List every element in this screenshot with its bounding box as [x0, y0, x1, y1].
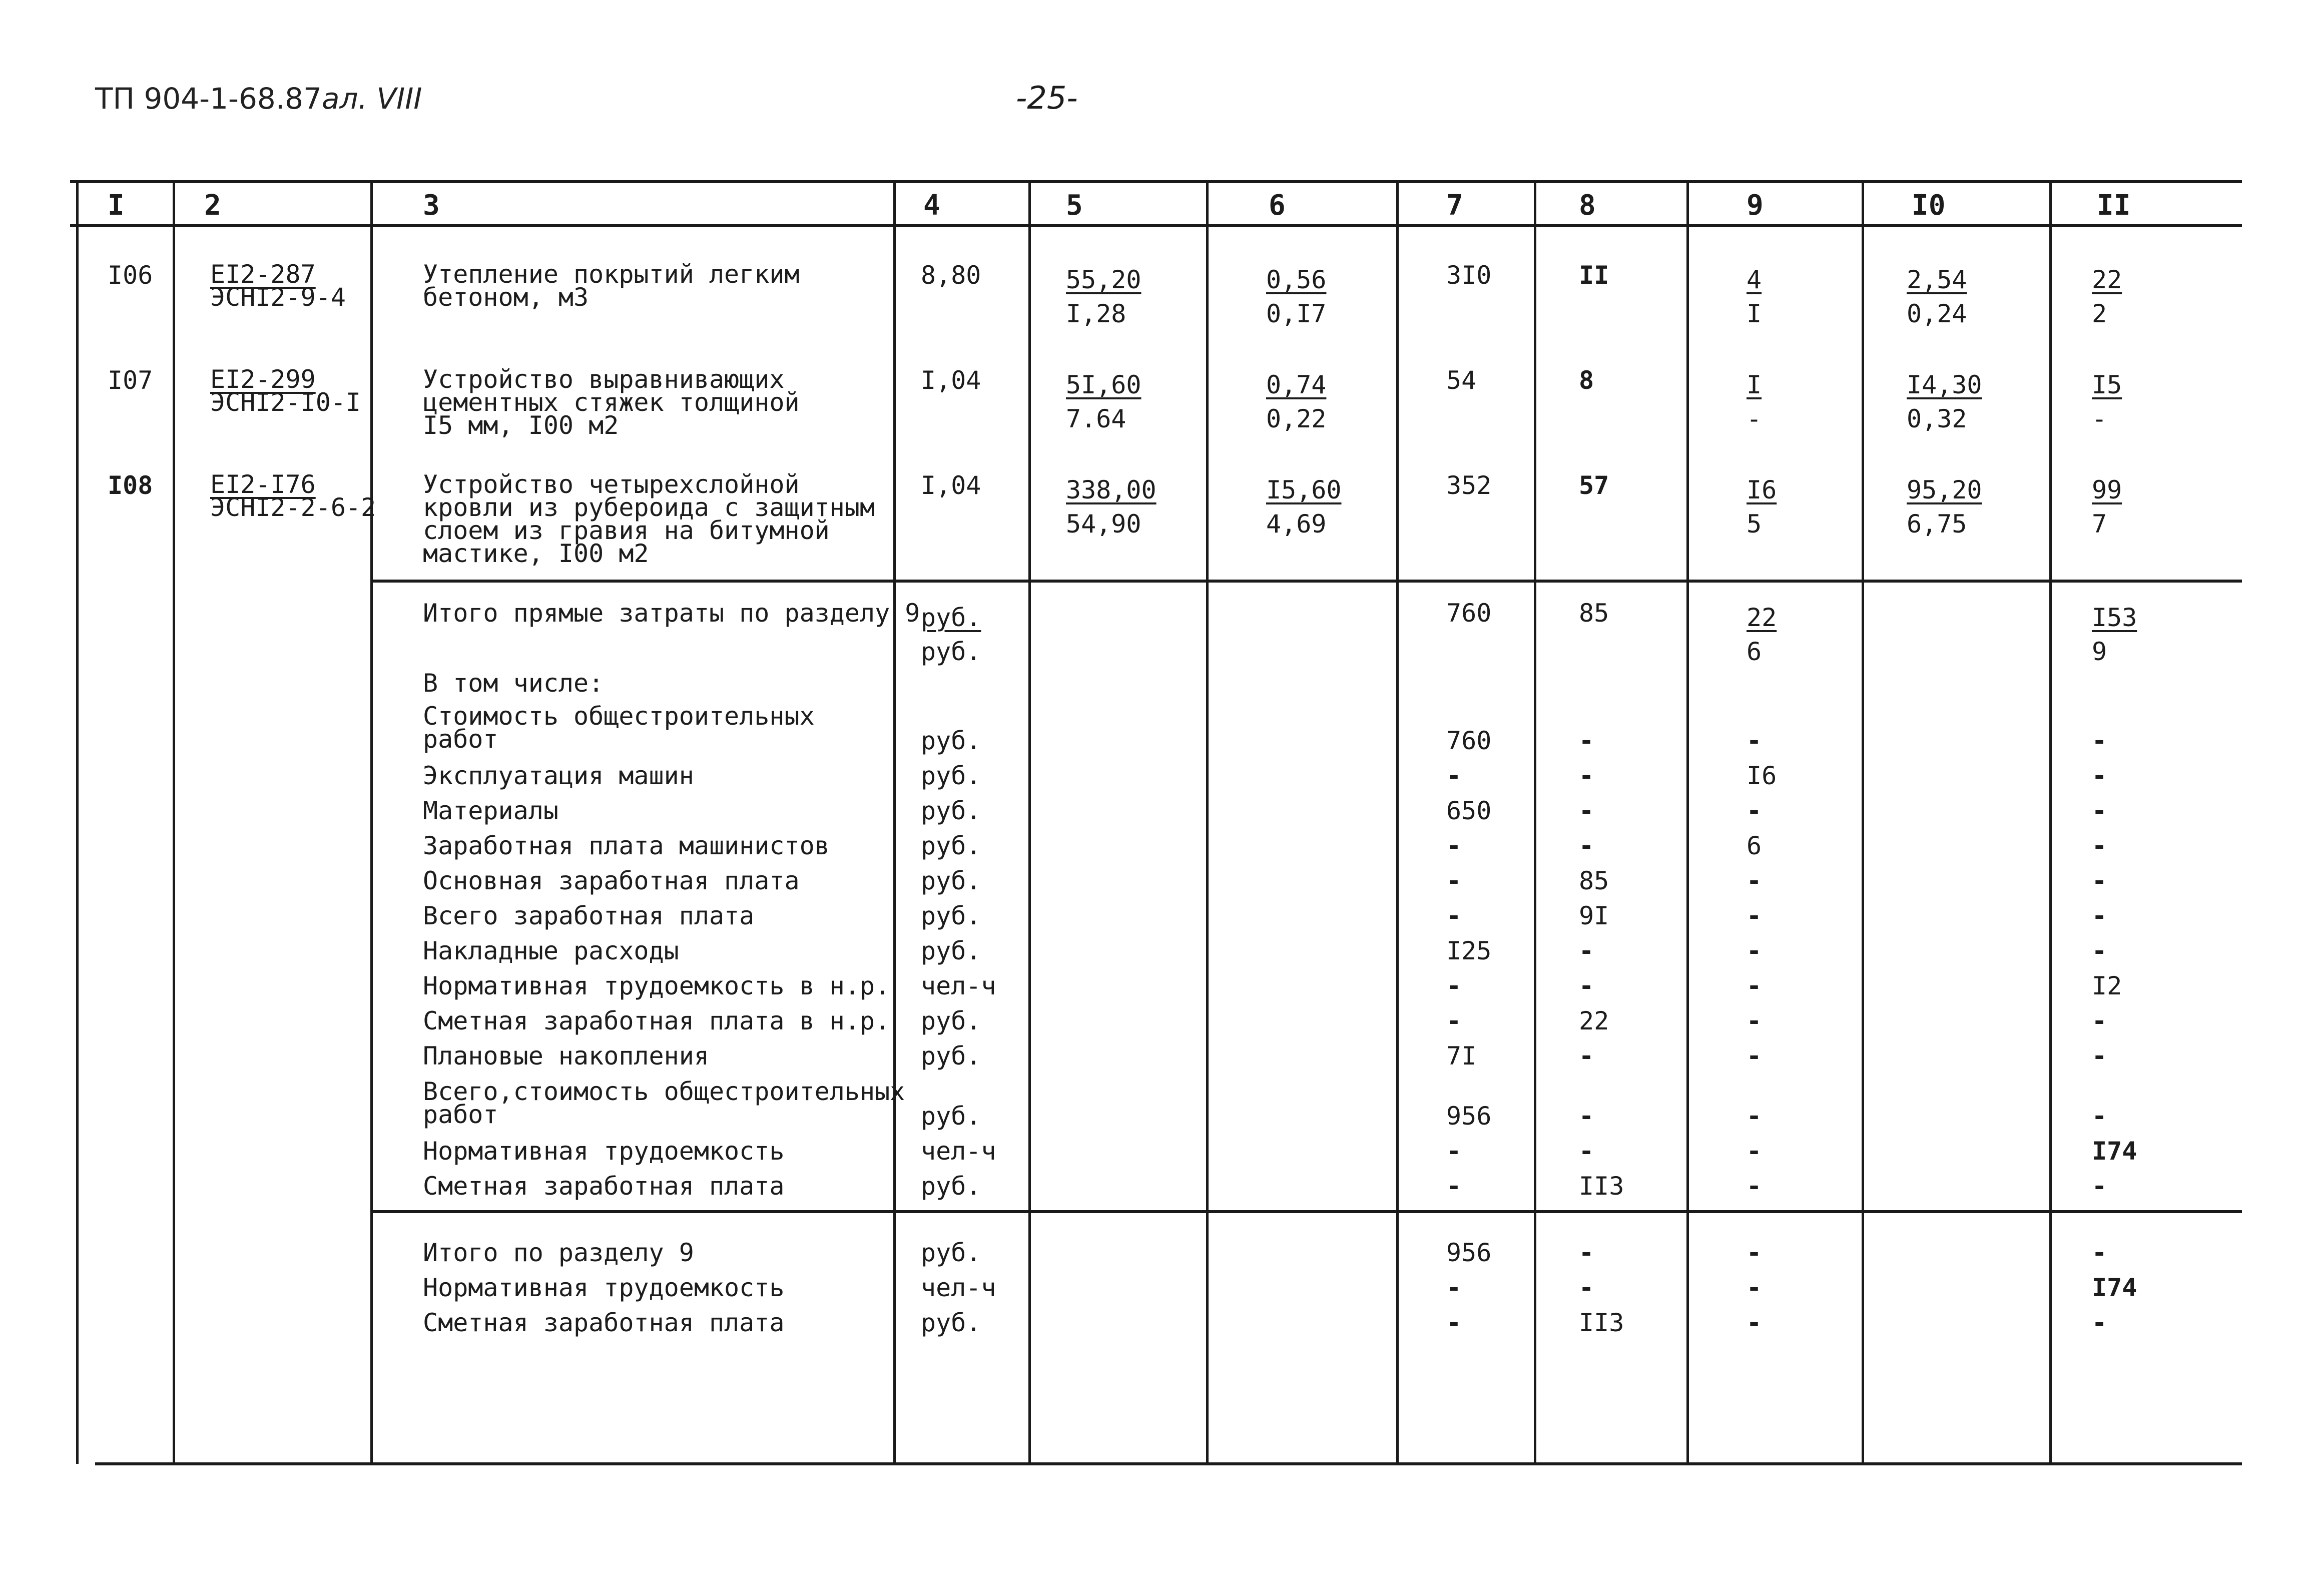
- cell-value: II: [1579, 261, 1609, 290]
- cell-value: -: [1579, 831, 1594, 860]
- breakdown-label: Основная заработная плата: [423, 866, 800, 895]
- header-bottom-border: [70, 224, 2242, 227]
- breakdown-unit: чел-ч: [921, 971, 996, 1000]
- breakdown-label: Сметная заработная плата в н.р.: [423, 1006, 890, 1035]
- work-description: Утепление покрытий легким бетоном, м3: [423, 260, 800, 312]
- cell-value: -: [1579, 936, 1594, 965]
- cell-value: -: [1747, 1238, 1762, 1267]
- fraction-value: 55,20 I,28: [1066, 265, 1141, 328]
- fraction-value: 99 7: [2092, 475, 2122, 539]
- fraction-value: 2,54 0,24: [1907, 265, 1967, 328]
- cell-value: -: [2092, 726, 2107, 755]
- cell-value: -: [1446, 1273, 1462, 1302]
- page-number: -25-: [1016, 80, 1078, 116]
- cell-value: -: [1446, 866, 1462, 895]
- cell-value: -: [2092, 1172, 2107, 1201]
- cell-value: -: [2092, 1308, 2107, 1337]
- cell-value: -: [1579, 1137, 1594, 1166]
- total-unit: руб. руб.: [921, 603, 981, 666]
- fraction-value: I -: [1747, 370, 1762, 433]
- cell-value: -: [1446, 901, 1462, 930]
- column-divider: [1534, 180, 1536, 1464]
- breakdown-unit: руб.: [921, 761, 981, 790]
- cell-value: -: [2092, 1006, 2107, 1035]
- cell-value: 3I0: [1446, 261, 1492, 290]
- breakdown-label: Нормативная трудоемкость: [423, 1137, 785, 1166]
- fraction-value: 95,20 6,75: [1907, 475, 1982, 539]
- breakdown-label: Нормативная трудоемкость в н.р.: [423, 971, 890, 1000]
- column-divider: [1206, 180, 1209, 1464]
- breakdown-label: Накладные расходы: [423, 936, 679, 965]
- cell-value: -: [1747, 726, 1762, 755]
- cell-value: -: [2092, 1102, 2107, 1131]
- breakdown-label: Всего,стоимость общестроительных работ: [423, 1077, 905, 1129]
- fraction-value: 0,74 0,22: [1266, 370, 1327, 433]
- table-top-border: [70, 180, 2242, 183]
- total-label: Итого прямые затраты по разделу 9: [423, 599, 920, 628]
- column-divider: [370, 180, 373, 1464]
- cell-value: -: [1747, 936, 1762, 965]
- cell-value: 760: [1446, 599, 1492, 628]
- fraction-value: I5,60 4,69: [1266, 475, 1342, 539]
- column-header: 6: [1269, 189, 1286, 222]
- breakdown-label: Материалы: [423, 796, 558, 825]
- column-header: I0: [1912, 189, 1946, 222]
- cell-value: -: [1579, 1102, 1594, 1131]
- breakdown-unit: руб.: [921, 866, 981, 895]
- cell-value: I74: [2092, 1273, 2137, 1302]
- cell-value: I74: [2092, 1137, 2137, 1166]
- price-code: EI2-I76 ЭСНI2-2-6-2: [210, 470, 376, 522]
- cell-value: 22: [1579, 1006, 1609, 1035]
- cell-value: -: [1747, 1308, 1762, 1337]
- cell-value: 760: [1446, 726, 1492, 755]
- cell-value: -: [1747, 901, 1762, 930]
- cell-value: -: [2092, 761, 2107, 790]
- cell-value: 650: [1446, 796, 1492, 825]
- quantity: I,04: [921, 471, 981, 500]
- section-total-unit: руб.: [921, 1238, 981, 1267]
- cell-value: -: [1579, 761, 1594, 790]
- document-code: ТП 904-1-68.87ал. VIII: [95, 82, 422, 116]
- column-header: 2: [204, 189, 221, 222]
- cell-value: 956: [1446, 1102, 1492, 1131]
- cell-value: 85: [1579, 599, 1609, 628]
- section-total-label: Нормативная трудоемкость: [423, 1273, 785, 1302]
- breakdown-unit: руб.: [921, 1102, 981, 1131]
- column-header: I: [108, 189, 125, 222]
- fraction-value: 5I,60 7.64: [1066, 370, 1141, 433]
- work-description: Устройство четырехслойной кровли из рубероида с защитным слоем из гравия на битумной мастике, I00 м2: [423, 470, 875, 568]
- cell-value: -: [1579, 971, 1594, 1000]
- price-code: EI2-287 ЭСНI2-9-4: [210, 260, 346, 312]
- fraction-value: 338,00 54,90: [1066, 475, 1157, 539]
- column-divider: [173, 180, 175, 1464]
- cell-value: 9I: [1579, 901, 1609, 930]
- column-divider: [1396, 180, 1399, 1464]
- price-code: EI2-299 ЭСНI2-I0-I: [210, 365, 361, 417]
- column-divider: [1028, 180, 1031, 1464]
- breakdown-unit: руб.: [921, 1172, 981, 1201]
- cell-value: -: [1747, 1172, 1762, 1201]
- fraction-value: I53 9: [2092, 603, 2137, 666]
- fraction-value: 4 I: [1747, 265, 1762, 328]
- cell-value: -: [2092, 866, 2107, 895]
- breakdown-unit: руб.: [921, 831, 981, 860]
- fraction-value: I6 5: [1747, 475, 1777, 539]
- breakdown-unit: руб.: [921, 901, 981, 930]
- column-header: 9: [1747, 189, 1764, 222]
- section-total-unit: руб.: [921, 1308, 981, 1337]
- cell-value: -: [1446, 831, 1462, 860]
- cell-value: -: [1579, 1041, 1594, 1071]
- cell-value: -: [1579, 796, 1594, 825]
- cell-value: II3: [1579, 1308, 1624, 1337]
- section-total-separator-line: [373, 1210, 2242, 1213]
- column-header: 7: [1446, 189, 1463, 222]
- cell-value: -: [1747, 1102, 1762, 1131]
- work-description: Устройство выравнивающих цементных стяжек толщиной I5 мм, I00 м2: [423, 365, 800, 440]
- quantity: I,04: [921, 366, 981, 395]
- breakdown-unit: чел-ч: [921, 1137, 996, 1166]
- cell-value: I6: [1747, 761, 1777, 790]
- cell-value: -: [1579, 726, 1594, 755]
- cell-value: -: [1446, 1172, 1462, 1201]
- quantity: 8,80: [921, 261, 981, 290]
- cell-value: -: [1747, 1006, 1762, 1035]
- breakdown-unit: руб.: [921, 796, 981, 825]
- column-header: 8: [1579, 189, 1596, 222]
- cell-value: -: [1446, 761, 1462, 790]
- fraction-value: I5 -: [2092, 370, 2122, 433]
- row-number: I08: [108, 471, 153, 500]
- column-divider: [893, 180, 896, 1464]
- fraction-value: 22 6: [1747, 603, 1777, 666]
- cell-value: -: [1446, 1006, 1462, 1035]
- column-divider: [2049, 180, 2052, 1464]
- cell-value: 85: [1579, 866, 1609, 895]
- breakdown-label: Стоимость общестроительных работ: [423, 702, 815, 754]
- fraction-value: 22 2: [2092, 265, 2122, 328]
- breakdown-label: Сметная заработная плата: [423, 1172, 785, 1201]
- section-total-label: Сметная заработная плата: [423, 1308, 785, 1337]
- cell-value: -: [2092, 901, 2107, 930]
- cell-value: -: [2092, 936, 2107, 965]
- row-number: I06: [108, 261, 153, 290]
- breakdown-unit: руб.: [921, 936, 981, 965]
- column-header: 4: [923, 189, 940, 222]
- cell-value: 956: [1446, 1238, 1492, 1267]
- column-header: 3: [423, 189, 440, 222]
- breakdown-label: Всего заработная плата: [423, 901, 755, 930]
- breakdown-unit: руб.: [921, 1006, 981, 1035]
- total-separator-line: [373, 580, 2242, 583]
- section-total-unit: чел-ч: [921, 1273, 996, 1302]
- cell-value: 8: [1579, 366, 1594, 395]
- column-divider: [1862, 180, 1864, 1464]
- cell-value: 352: [1446, 471, 1492, 500]
- breakdown-label: Плановые накопления: [423, 1041, 709, 1071]
- cell-value: -: [1747, 1137, 1762, 1166]
- cell-value: 7I: [1446, 1041, 1477, 1071]
- column-header: II: [2097, 189, 2131, 222]
- cell-value: II3: [1579, 1172, 1624, 1201]
- column-divider: [76, 180, 79, 1464]
- cell-value: -: [2092, 796, 2107, 825]
- cell-value: -: [1747, 866, 1762, 895]
- column-header: 5: [1066, 189, 1083, 222]
- cell-value: -: [1446, 971, 1462, 1000]
- cell-value: -: [1747, 1273, 1762, 1302]
- cell-value: 54: [1446, 366, 1477, 395]
- cell-value: -: [1747, 971, 1762, 1000]
- fraction-value: I4,30 0,32: [1907, 370, 1982, 433]
- breakdown-unit: руб.: [921, 726, 981, 755]
- cell-value: -: [1446, 1137, 1462, 1166]
- cell-value: -: [2092, 831, 2107, 860]
- cell-value: -: [1747, 1041, 1762, 1071]
- row-number: I07: [108, 366, 153, 395]
- cell-value: -: [1747, 796, 1762, 825]
- breakdown-unit: руб.: [921, 1041, 981, 1071]
- column-divider: [1686, 180, 1689, 1464]
- breakdown-label: Заработная плата машинистов: [423, 831, 830, 860]
- cell-value: -: [1579, 1238, 1594, 1267]
- cell-value: I2: [2092, 971, 2122, 1000]
- section-total-label: Итого по разделу 9: [423, 1238, 694, 1267]
- cell-value: -: [2092, 1238, 2107, 1267]
- cell-value: -: [1446, 1308, 1462, 1337]
- cell-value: 57: [1579, 471, 1609, 500]
- cell-value: -: [2092, 1041, 2107, 1071]
- fraction-value: 0,56 0,I7: [1266, 265, 1327, 328]
- cell-value: I25: [1446, 936, 1492, 965]
- table-bottom-border: [95, 1462, 2242, 1465]
- breakdown-label: Эксплуатация машин: [423, 761, 694, 790]
- cell-value: 6: [1747, 831, 1762, 860]
- cell-value: -: [1579, 1273, 1594, 1302]
- including-label: В том числе:: [423, 669, 604, 698]
